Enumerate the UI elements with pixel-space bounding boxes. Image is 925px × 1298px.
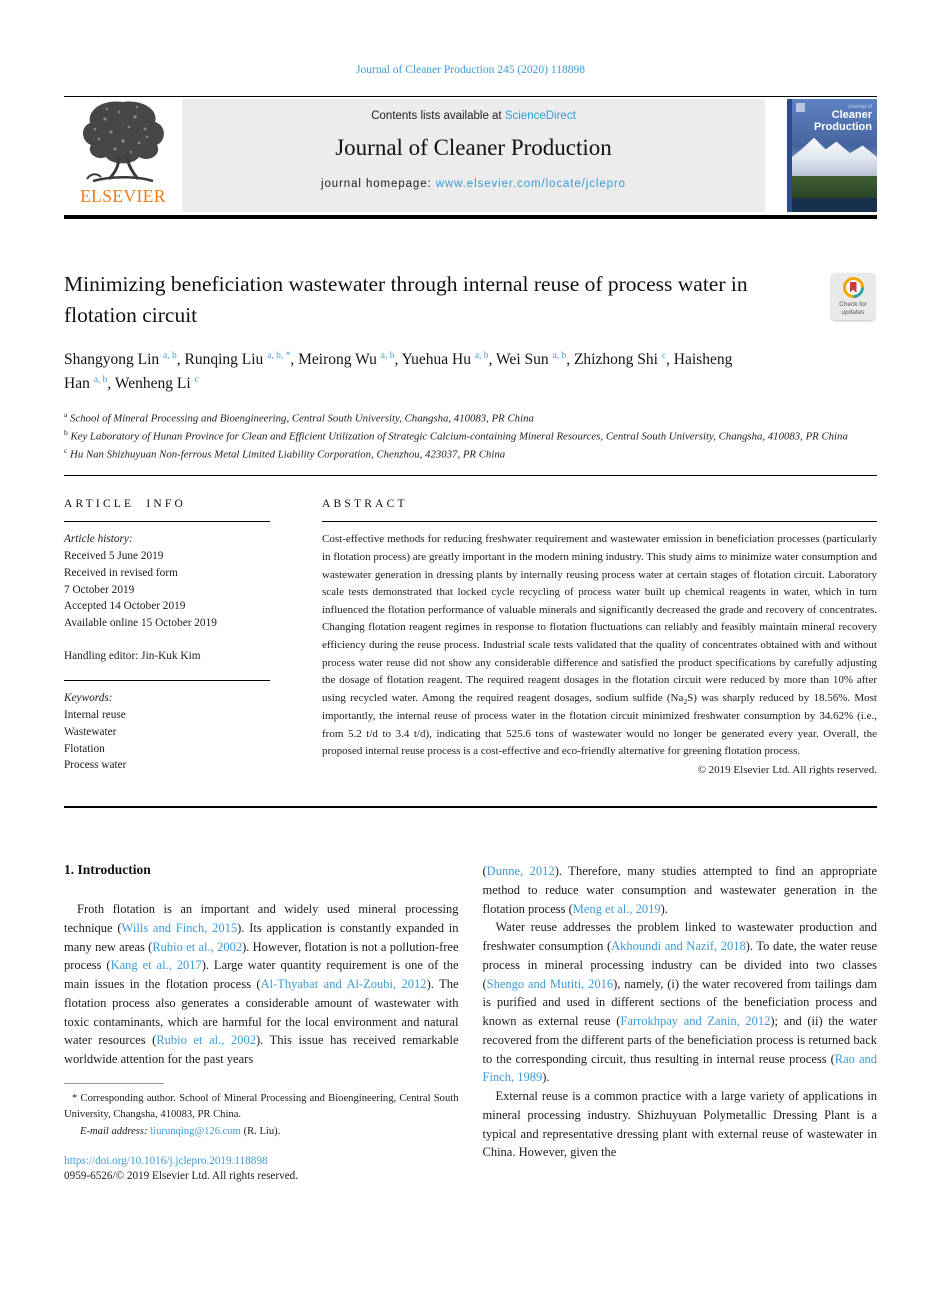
journal-banner [182,99,765,212]
journal-title: Journal of Cleaner Production [335,135,612,160]
keyword-item: Process water [64,759,127,772]
affiliation-list [64,409,877,462]
email-link[interactable]: liurunqing@126.com [150,1125,241,1137]
text-segment: Water reuse addresses the problem linked to wastewater production and freshwater consumption ( [482,920,877,954]
author-name: Runqing Liu [184,351,264,369]
article-history-item: Available online 15 October 2019 [64,617,217,629]
author: Wei Sun $^{a, b}$, [496,350,574,369]
text-segment: ). Its application is constantly expanded in many new areas ( [64,920,459,954]
cover-trees-art [787,176,877,198]
author [115,375,199,392]
keyword-item: Internal reuse [64,709,126,722]
header-top-rule [64,96,877,97]
citation-link[interactable]: Al-Thyabat and Al-Zoubi, 2012 [260,977,427,992]
author-name: Shangyong Lin [64,351,160,369]
text-segment: ( [482,864,487,879]
author-affiliation-sup[interactable]: a, b [552,350,567,361]
text-segment: ). [660,901,668,916]
text-segment: ). The flotation process also generates a considerable amount of wastewater with toxic contaminants, which are harmful for the local environment and natural water resources ( [64,977,459,1048]
article-body [64,862,877,1182]
issn-copyright-line: 0959-6526/© 2019 Elsevier Ltd. All rights reserved. [64,1170,299,1183]
info-abstract-section [64,476,877,776]
citation-link[interactable]: Rubio et al., 2002 [156,1033,256,1048]
author-affiliation-sup[interactable]: c [661,350,667,361]
title-section [64,269,877,330]
journal-citation-header [64,64,877,76]
elsevier-tree-icon [77,99,169,185]
text-segment: E-mail address: [80,1125,148,1137]
affiliation [64,445,877,463]
sciencedirect-link[interactable]: ScienceDirect [504,110,576,122]
email-line [64,1124,459,1140]
text-segment: External reuse is a common practice with a large variety of applications in mineral processing industry. Shizhuyuan Polymetallic Dressing Plant is a typical and representative dressing plant with external reuse of wastewater in China. However, given the [482,1089,877,1160]
journal-citation-link[interactable]: Journal of Cleaner Production 245 (2020) 118898 [356,64,585,76]
text-segment: Froth flotation is an important and widely used mineral processing technique ( [64,902,459,935]
citation-link[interactable]: Dunne, 2012 [486,864,555,879]
text-segment: (R. Liu). [240,1125,281,1137]
article-history-item: 7 October 2019 [64,583,135,596]
citation-link[interactable]: Wills and Finch, 2015 [121,920,238,935]
journal-cover-thumbnail [787,99,877,212]
author: Haisheng Han $^{a, b}$, [64,351,733,393]
keywords-list [64,707,270,774]
author: Shangyong Lin $^{a, b}$, [64,350,185,369]
cover-title-block [814,104,872,133]
article-info-column [64,498,270,776]
article-history-item: Received in revised form [64,566,178,579]
text-segment: ), namely, (i) the water recovered from tailings dam is purified and used in different sections of the beneficiation process and known as external reuse ( [482,976,877,1029]
paragraph [483,862,878,918]
cover-publisher-mark [796,103,805,112]
text-segment: ); and (ii) the water recovered from the different parts of the beneficiation process is returned back to the corresponding circuit, thus resulting in internal reuse process ( [482,1014,878,1066]
intro-right-paragraphs [483,862,878,1162]
citation-link[interactable]: Farrokhpay and Zanin, 2012 [620,1014,771,1029]
author-affiliation-sup[interactable]: a, b, * [267,350,291,361]
homepage-url-link[interactable]: www.elsevier.com/locate/jclepro [435,178,626,190]
contents-prefix: Contents lists available at [371,110,505,122]
check-badge-label: Check for updates [839,301,867,317]
keywords-label: Keywords: [64,692,113,705]
author-name: Yuehua Hu [401,351,471,369]
citation-link[interactable]: Kang et al., 2017 [110,958,202,973]
author-name: Meirong Wu [298,351,377,369]
doi-link[interactable]: https://doi.org/10.1016/j.jclepro.2019.118898 [64,1155,268,1168]
author: Runqing Liu $^{a, b, *}$, [184,350,299,369]
cover-mountain-art [787,133,877,181]
article-info-heading: ARTICLE INFO [64,498,186,511]
journal-header [64,99,877,212]
introduction-heading: 1. Introduction [64,862,151,878]
cover-title-line1: Cleaner [831,109,872,121]
text-segment: ). To date, the water reuse process in mineral processing industry can be divided into two classes ( [482,939,877,991]
author-affiliation-sup[interactable]: a, b [93,374,108,385]
affiliation-text: School of Mineral Processing and Bioengineering, Central South University, Changsha, 410083, PR China [67,412,534,425]
affiliation-sup: b [64,427,68,437]
text-segment: ). Therefore, many studies attempted to find an appropriate method to reduce water consumption and wastewater generation in the flotation process ( [482,864,877,916]
citation-link[interactable]: Meng et al., 2019 [572,901,661,916]
copyright-line: © 2019 Elsevier Ltd. All rights reserved. [697,764,877,777]
elsevier-logo [64,99,182,212]
abstract-heading: ABSTRACT [322,498,408,511]
cover-title-line2: Production [813,120,872,133]
author: Meirong Wu $^{a, b}$, [298,350,402,369]
text-segment: ). Large water quantity requirement is one of the main issues in the flotation process ( [64,958,459,992]
author-affiliation-sup[interactable]: c [194,374,199,385]
paragraph [483,918,878,1087]
article-history-item: Received 5 June 2019 [64,550,164,563]
text-segment: ). [542,1070,550,1085]
citation-link[interactable]: Shengo and Mutiti, 2016 [486,976,614,991]
affiliation-sup: c [64,445,68,455]
crossmark-bookmark-icon [850,282,857,293]
keyword-item: Flotation [64,742,105,755]
article-history-list [64,548,270,632]
author-name: Haisheng Han [64,351,733,393]
article-title: Minimizing beneficiation wastewater through internal reuse of process water in flotation circuit [64,272,748,327]
abstract-column [322,498,877,776]
affiliation-sup: a [64,410,68,420]
footnote-separator [64,1083,164,1084]
author-name: Wenheng Li [114,375,191,393]
abstract-rule [322,521,877,522]
article-info-rule [64,521,270,522]
crossmark-icon [843,277,864,298]
text-segment: Cost-effective methods for reducing freshwater requirement and wastewater emission in beneficiation processes (particularly in flotation process) are greatly important in the modern mining industry. This study aims to minimize water consumption and wastewater generation in dressing plants by internally reusing process water at certain stages of flotation circuit. Laboratory scale tests demonstrated that locked cycle recycling of process water built up chemical reagents in water, which in turn influenced the flotation performance of valuable minerals and significantly decreased the grade and recovery of concentrates. Changing flotation reagent regimes in response to flotation fluctuations can reliably and feasibly maintain mineral recovery efficiency during the reuse process. Industrial scale tests validated that the quality of concentrates obtained with and without process water reuse did not show any considerable difference and satisfied the product specifications by carefully adjusting the dosage of flotation reagent. The required reagent dosages in the flotation circuit were reduced by more than 10% after using recycled water. Among the required reagent dosages, sodium sulfide (Na [322,533,877,704]
keyword-item: Wastewater [64,725,117,738]
affiliation-text: Hu Nan Shizhuyuan Non-ferrous Metal Limited Liability Corporation, Chenzhou, 423037, PR China [67,448,506,461]
author-affiliation-sup[interactable]: a, b [380,350,395,361]
text-segment: ). This issue has received remarkable worldwide attention for the past years [64,1033,459,1067]
citation-link[interactable]: Akhoundi and Nazif, 2018 [611,939,746,954]
section-divider-rule [64,806,877,808]
journal-article-page [0,64,925,1182]
homepage-line [182,178,765,190]
affiliation [64,427,877,445]
homepage-prefix: journal homepage: [321,178,436,190]
author: Zhizhong Shi $^c$, [573,350,674,369]
affiliation [64,409,877,427]
citation-link[interactable]: Rao and Finch, 1989 [482,1051,878,1085]
paragraph [64,900,459,1069]
author-list [64,348,754,396]
author: Yuehua Hu $^{a, b}$, [401,350,497,369]
paragraph [483,1087,878,1162]
cover-left-strip [787,99,792,212]
footnote-block [64,1083,459,1140]
header-bottom-rule [64,215,877,219]
keywords-rule [64,680,270,681]
handling-editor-line: Handling editor: Jin-Kuk Kim [64,649,201,662]
text-segment: ). However, flotation is not a pollution-free process ( [64,939,459,973]
cover-journal-of: Journal of [847,104,872,110]
footer-block [64,1155,459,1182]
text-segment: 2 [683,696,688,706]
corresponding-author-note: * Corresponding author. School of Mineral Processing and Bioengineering, Central South University, Changsha, 410083, PR China. [64,1092,459,1120]
author-name: Wei Sun [496,351,549,369]
text-segment: S) was sharply reduced by 18.56%. Most importantly, the internal reuse of process water in the flotation circuit minimized freshwater consumption by 34.62% (i.e., from 5.2 t/d to 3.4 t/d), indicating that 525.6 tons of wastewater would no longer be generated every year. Overall, the proposed internal reuse process is a cost-effective and eco-friendly alternative for greening flotation process. [322,691,877,758]
article-history-item: Accepted 14 October 2019 [64,600,186,613]
intro-left-paragraphs [64,900,459,1069]
affiliation-text: Key Laboratory of Hunan Province for Clean and Efficient Utilization of Strategic Calcium-containing Mineral Resources, Central South University, Changsha, 410083, PR China [67,430,848,443]
left-column [64,862,459,1182]
check-for-updates-badge[interactable] [831,273,875,320]
article-history-label: Article history: [64,533,133,546]
author-name: Zhizhong Shi [573,351,658,369]
elsevier-wordmark: ELSEVIER [80,186,166,206]
abstract-text [322,531,877,761]
citation-link[interactable]: Rubio et al., 2002 [152,939,243,954]
author-affiliation-sup[interactable]: a, b [474,350,489,361]
author-affiliation-sup[interactable]: a, b [163,350,177,361]
contents-list-line [182,110,765,122]
cover-water-art [787,198,877,212]
right-column [483,862,878,1182]
